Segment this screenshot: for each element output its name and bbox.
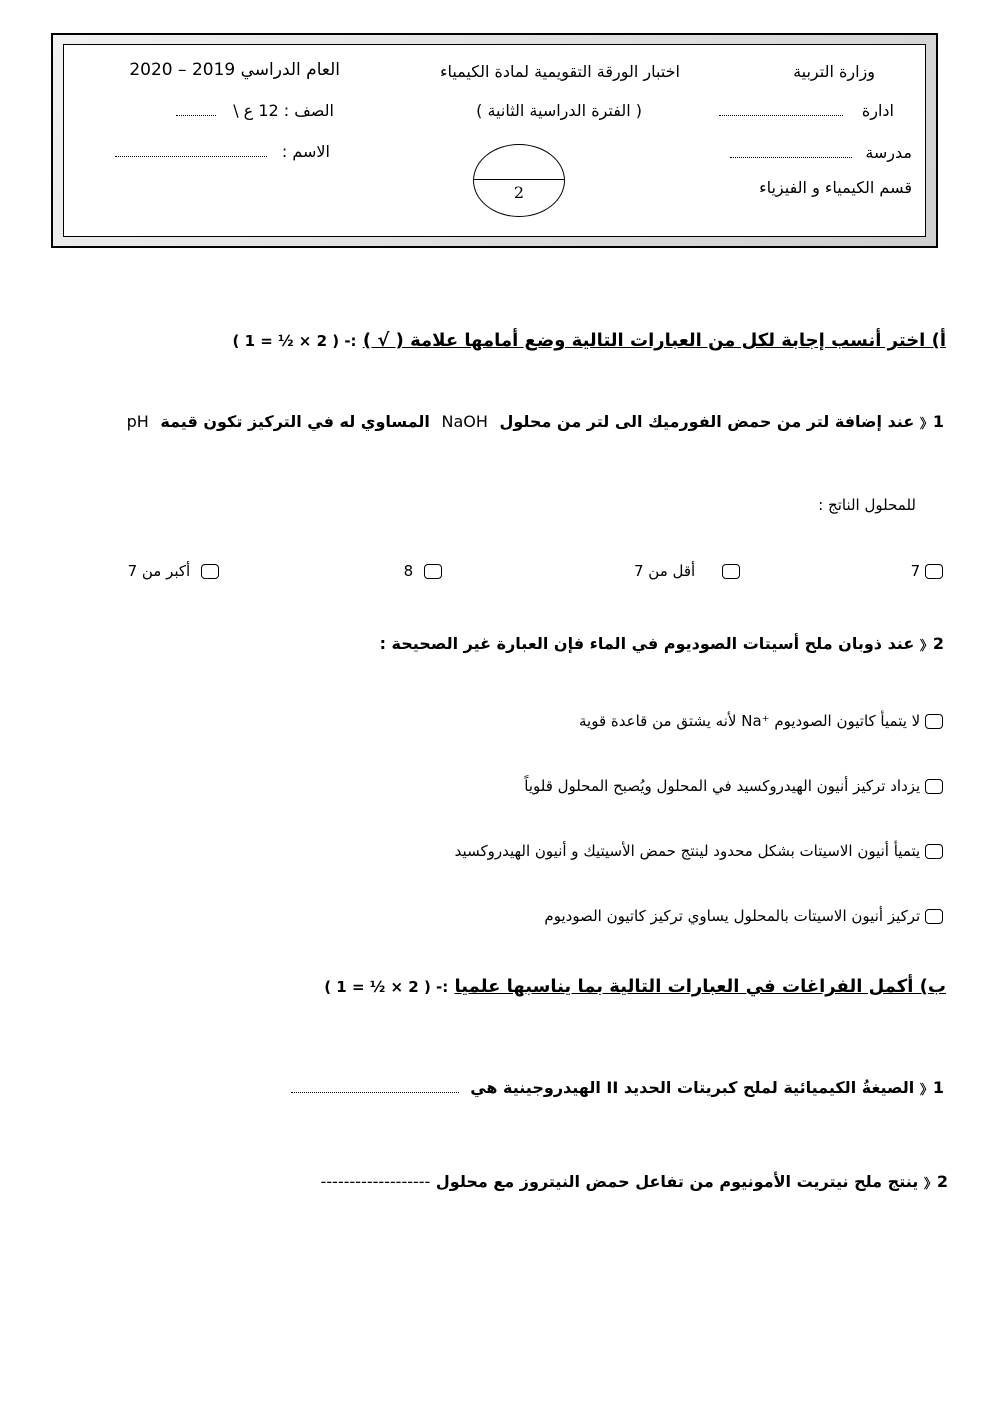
checkbox[interactable] bbox=[925, 909, 943, 924]
arrow-icon: 《 bbox=[919, 639, 933, 654]
name-field bbox=[115, 142, 330, 161]
option-label: تركيز أنيون الاسيتات بالمحلول يساوي تركيز كاتيون الصوديوم bbox=[544, 907, 921, 925]
mark-oval bbox=[473, 144, 565, 217]
arrow-icon: 《 bbox=[923, 1177, 937, 1192]
option-a2-4[interactable] bbox=[544, 907, 943, 925]
school-field bbox=[730, 143, 912, 162]
option-a1-4[interactable] bbox=[128, 562, 219, 580]
question-a2-text: عند ذوبان ملح أسيتات الصوديوم في الماء فإن العبارة غير الصحيحة : bbox=[379, 634, 915, 653]
option-a2-2[interactable] bbox=[524, 777, 943, 795]
class-blank bbox=[176, 103, 216, 116]
name-label: الاسم : bbox=[281, 142, 330, 161]
question-a1-text-b: المساوي له في التركيز تكون قيمة bbox=[160, 412, 430, 431]
option-label: 7 bbox=[910, 562, 921, 580]
option-a2-3[interactable] bbox=[455, 842, 943, 860]
checkbox[interactable] bbox=[925, 779, 943, 794]
question-b2 bbox=[321, 1172, 948, 1192]
answer-blank-b1[interactable] bbox=[291, 1080, 459, 1093]
option-a1-1[interactable] bbox=[911, 562, 943, 580]
question-b1 bbox=[291, 1078, 944, 1098]
option-a2-1[interactable] bbox=[579, 712, 943, 730]
checkbox[interactable] bbox=[201, 564, 219, 579]
section-name: قسم الكيمياء و الفيزياء bbox=[759, 178, 912, 197]
department-blank bbox=[719, 103, 843, 116]
section-a-title: أ) اختر أنسب إجابة لكل من العبارات التالية وضع أمامها علامة ( √ ) bbox=[362, 330, 946, 351]
section-a-marks: :- ( 2 × ½ = 1 ) bbox=[232, 332, 357, 350]
arrow-icon: 《 bbox=[919, 1083, 933, 1098]
answer-blank-b2[interactable]: ------------------- bbox=[320, 1172, 431, 1191]
class-label: الصف : 12 ع \ bbox=[233, 101, 334, 120]
name-blank bbox=[115, 144, 267, 157]
question-a1-line2: للمحلول الناتج : bbox=[818, 496, 916, 514]
question-a2 bbox=[380, 634, 944, 654]
section-b-title: ب) أكمل الفراغات في العبارات التالية بما يناسبها علميا bbox=[454, 976, 946, 997]
checkbox[interactable] bbox=[925, 844, 943, 859]
option-label: 8 bbox=[403, 562, 414, 580]
option-label: أكبر من 7 bbox=[127, 562, 191, 580]
ministry-name: وزارة التربية bbox=[793, 62, 875, 81]
arrow-icon: 《 bbox=[919, 417, 933, 432]
section-b-marks: :- ( 2 × ½ = 1 ) bbox=[324, 978, 449, 996]
section-a-heading bbox=[233, 330, 946, 351]
question-b1-text: الصيغةُ الكيميائية لملح كبريتات الحديد II الهيدروجينية هي bbox=[470, 1078, 915, 1097]
question-b1-number: 1 bbox=[932, 1078, 944, 1097]
school-label: مدرسة bbox=[865, 143, 912, 162]
department-field bbox=[719, 101, 894, 120]
department-label: ادارة bbox=[861, 101, 894, 120]
checkbox[interactable] bbox=[925, 714, 943, 729]
checkbox[interactable] bbox=[424, 564, 442, 579]
checkbox[interactable] bbox=[925, 564, 943, 579]
school-blank bbox=[730, 145, 852, 158]
class-field bbox=[176, 101, 334, 120]
question-a1-number: 1 bbox=[932, 412, 944, 431]
question-a2-number: 2 bbox=[932, 634, 944, 653]
question-b2-text: ينتج ملح نيتريت الأمونيوم من تفاعل حمض النيتروز مع محلول bbox=[435, 1172, 919, 1191]
naoh-formula: NaOH bbox=[441, 412, 488, 431]
section-b-heading bbox=[324, 976, 946, 997]
option-label: لا يتميأ كاتيون الصوديوم ⁺Na لأنه يشتق من قاعدة قوية bbox=[579, 712, 921, 730]
exam-period: ( الفترة الدراسية الثانية ) bbox=[476, 101, 642, 120]
ph-label: pH bbox=[126, 412, 149, 431]
academic-year: العام الدراسي 2019 – 2020 bbox=[129, 60, 340, 80]
mark-oval-divider bbox=[474, 179, 564, 180]
question-a1 bbox=[127, 412, 944, 432]
option-label: أقل من 7 bbox=[633, 562, 696, 580]
checkbox[interactable] bbox=[722, 564, 740, 579]
option-a1-2[interactable] bbox=[634, 562, 740, 580]
question-a1-text: عند إضافة لتر من حمض الفورميك الى لتر من محلول bbox=[499, 412, 915, 431]
question-b2-number: 2 bbox=[936, 1172, 948, 1191]
option-a1-3[interactable] bbox=[404, 562, 442, 580]
option-label: يتميأ أنيون الاسيتات بشكل محدود لينتج حمض الأسيتيك و أنيون الهيدروكسيد bbox=[454, 842, 921, 860]
option-label: يزداد تركيز أنيون الهيدروكسيد في المحلول ويُصبح المحلول قلوياً bbox=[524, 777, 921, 795]
mark-total: 2 bbox=[513, 183, 525, 202]
exam-title: اختبار الورقة التقويمية لمادة الكيمياء bbox=[439, 62, 680, 81]
